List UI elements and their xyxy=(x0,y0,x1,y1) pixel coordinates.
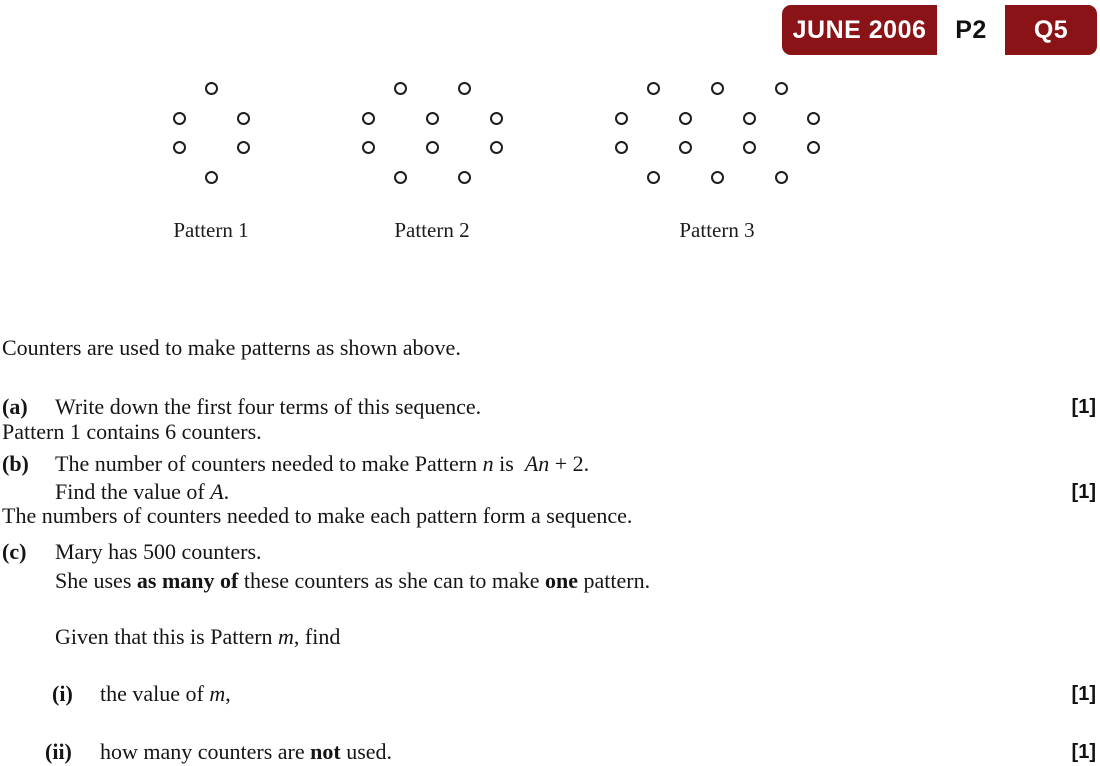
pattern-row xyxy=(360,133,504,163)
counter-circle xyxy=(647,82,660,95)
pattern-row xyxy=(613,104,822,134)
counter-circle xyxy=(426,141,439,154)
part-c-label: (c) xyxy=(2,539,27,564)
badge-question-label: Q5 xyxy=(1005,5,1097,55)
part-b-text-mid: is xyxy=(493,451,525,476)
part-b-text-end: + 2. xyxy=(549,451,590,476)
part-b-line-2 xyxy=(55,478,229,506)
part-c-given-line xyxy=(55,623,340,651)
part-c-text-mid: these counters as she can to make xyxy=(238,568,546,593)
counter-circle xyxy=(237,141,250,154)
counter-circle xyxy=(775,82,788,95)
pattern-label-2: Pattern 2 xyxy=(394,218,470,242)
given-text: Given that this is Pattern xyxy=(55,624,279,649)
counter-circle xyxy=(394,82,407,95)
counter-circle xyxy=(775,171,788,184)
pattern-figure-1 xyxy=(172,74,251,192)
c-i-text: the value of xyxy=(100,681,210,706)
part-c-i-label: (i) xyxy=(52,681,73,706)
counter-circle xyxy=(615,112,628,125)
counter-circle xyxy=(394,171,407,184)
part-c-ii-label: (ii) xyxy=(45,739,72,764)
counter-circle xyxy=(743,141,756,154)
counter-circle xyxy=(807,141,820,154)
pattern-label-1: Pattern 1 xyxy=(173,218,249,242)
badge-session-label: JUNE 2006 xyxy=(782,5,937,55)
part-c-text: She uses xyxy=(55,568,137,593)
variable-m-2: m xyxy=(209,681,226,706)
part-c-i-mark: [1] xyxy=(1071,683,1096,705)
pattern-figure-2 xyxy=(360,74,504,192)
counter-circle xyxy=(647,171,660,184)
pattern-row xyxy=(613,74,822,104)
variable-m: m xyxy=(278,624,294,649)
counter-circle xyxy=(711,82,724,95)
pattern-row xyxy=(172,133,251,163)
pattern-row xyxy=(172,163,251,193)
counter-circle xyxy=(205,82,218,95)
c-ii-text: how many counters are xyxy=(100,739,311,764)
counter-circle xyxy=(615,141,628,154)
counter-circle xyxy=(362,112,375,125)
counter-circle xyxy=(173,112,186,125)
part-c-text-end: pattern. xyxy=(578,568,651,593)
counter-circle xyxy=(362,141,375,154)
pattern-row xyxy=(172,104,251,134)
counter-circle xyxy=(807,112,820,125)
counter-circle xyxy=(173,141,186,154)
counter-circle xyxy=(743,112,756,125)
part-b-text: The number of counters needed to make Pattern xyxy=(55,451,483,476)
pattern-row xyxy=(360,104,504,134)
c-i-text-end: , xyxy=(225,681,231,706)
pattern-row xyxy=(172,74,251,104)
pattern-row xyxy=(360,74,504,104)
counter-circle xyxy=(711,171,724,184)
intro-line-1: Counters are used to make patterns as shown above. xyxy=(2,335,461,360)
part-b-find-end: . xyxy=(223,479,230,504)
counter-circle xyxy=(490,141,503,154)
part-c-i-text xyxy=(100,680,231,708)
part-c-line-1: Mary has 500 counters. xyxy=(55,539,262,564)
paper-badge xyxy=(782,5,1097,55)
counter-circle xyxy=(679,141,692,154)
part-c-ii-text xyxy=(100,738,392,766)
part-b-label: (b) xyxy=(2,451,29,476)
pattern-row xyxy=(613,163,822,193)
counter-circle xyxy=(426,112,439,125)
counter-circle xyxy=(205,171,218,184)
counter-circle xyxy=(458,82,471,95)
counter-circle xyxy=(679,112,692,125)
variable-A: A xyxy=(210,479,224,504)
formula-An: An xyxy=(524,451,550,476)
counter-circle xyxy=(237,112,250,125)
given-text-end: , find xyxy=(293,624,341,649)
intro-line-3: The numbers of counters needed to make each pattern form a sequence. xyxy=(2,503,633,528)
intro-line-2: Pattern 1 contains 6 counters. xyxy=(2,419,262,444)
c-ii-bold-not: not xyxy=(310,739,341,764)
pattern-row xyxy=(613,133,822,163)
pattern-figure-3 xyxy=(613,74,822,192)
part-b-find-text: Find the value of xyxy=(55,479,211,504)
part-b-line-1 xyxy=(55,450,589,478)
part-c-bold-as-many-of: as many of xyxy=(136,568,239,593)
pattern-row xyxy=(360,163,504,193)
c-ii-text-end: used. xyxy=(340,739,393,764)
counter-circle xyxy=(458,171,471,184)
part-a-label: (a) xyxy=(2,394,28,419)
part-c-line-2 xyxy=(55,567,650,595)
part-a-text: Write down the first four terms of this sequence. xyxy=(55,394,482,419)
variable-n: n xyxy=(482,451,494,476)
part-b-mark: [1] xyxy=(1071,481,1096,503)
badge-paper-label: P2 xyxy=(937,5,1005,55)
pattern-label-3: Pattern 3 xyxy=(679,218,755,242)
part-a-mark: [1] xyxy=(1071,396,1096,418)
part-c-bold-one: one xyxy=(545,568,579,593)
part-c-ii-mark: [1] xyxy=(1071,741,1096,763)
counter-circle xyxy=(490,112,503,125)
